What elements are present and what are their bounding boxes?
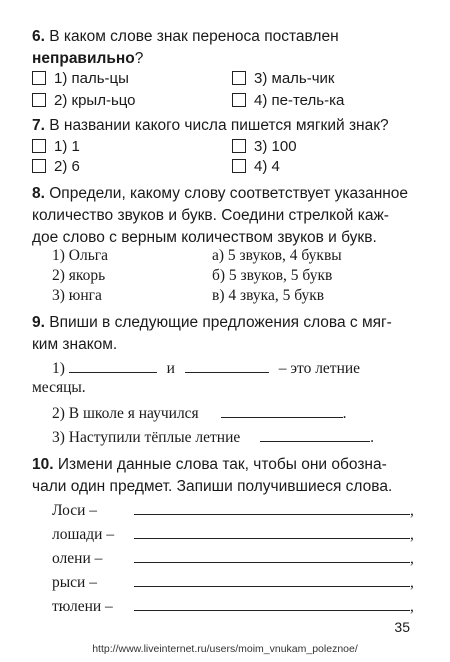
checkbox[interactable] bbox=[32, 139, 46, 153]
page-number: 35 bbox=[394, 619, 410, 635]
option-label: 2) крыл-ьцо bbox=[54, 91, 136, 109]
count-item: б) 5 звуков, 5 букв bbox=[212, 267, 333, 284]
answer-blank[interactable] bbox=[260, 427, 370, 442]
sentence-text: – это летние bbox=[278, 360, 361, 377]
q9-sentence-2 bbox=[52, 403, 346, 424]
sentence-text: и bbox=[166, 360, 175, 377]
period: . bbox=[342, 405, 347, 422]
q7-option-2[interactable] bbox=[32, 156, 80, 176]
question-8-line3: дое слово с верным количеством звуков и букв. bbox=[32, 229, 377, 246]
count-item: в) 4 звука, 5 букв bbox=[212, 287, 325, 304]
question-9-line2: ким знаком. bbox=[32, 336, 118, 353]
question-9-line1: Впиши в следующие предложения слова с мяг- bbox=[44, 314, 392, 331]
option-label: 3) маль-чик bbox=[254, 69, 335, 87]
answer-blank[interactable] bbox=[134, 572, 410, 587]
sentence-text: 3) Наступили тёплые летние bbox=[52, 429, 241, 446]
comma: , bbox=[410, 526, 414, 543]
comma: , bbox=[410, 502, 414, 519]
question-10-number: 10. bbox=[32, 456, 54, 473]
q6-option-4[interactable] bbox=[232, 90, 344, 110]
question-8 bbox=[32, 183, 422, 249]
question-8-counts bbox=[212, 246, 342, 306]
question-9 bbox=[32, 312, 422, 356]
option-label: 4) пе-тель-ка bbox=[254, 91, 345, 109]
comma: , bbox=[410, 574, 414, 591]
answer-blank[interactable] bbox=[134, 524, 410, 539]
option-label: 4) 4 bbox=[254, 157, 280, 175]
q10-row-3 bbox=[52, 548, 414, 569]
sentence-text: 1) bbox=[52, 360, 65, 377]
question-6-mark: ? bbox=[134, 50, 144, 67]
question-7-text: В названии какого числа пишется мягкий знак? bbox=[44, 117, 389, 134]
q7-option-1[interactable] bbox=[32, 136, 80, 156]
q9-sentence-1 bbox=[52, 358, 360, 379]
comma: , bbox=[410, 598, 414, 615]
answer-blank[interactable] bbox=[134, 548, 410, 563]
question-10-line2: чали один предмет. Запиши получившиеся слова. bbox=[32, 478, 393, 495]
word-label: рыси – bbox=[52, 574, 97, 591]
checkbox[interactable] bbox=[232, 93, 246, 107]
checkbox[interactable] bbox=[232, 159, 246, 173]
q6-option-3[interactable] bbox=[232, 68, 334, 88]
checkbox[interactable] bbox=[32, 71, 46, 85]
question-6 bbox=[32, 26, 422, 70]
q10-row-2 bbox=[52, 524, 414, 545]
option-label: 1) паль-цы bbox=[54, 69, 129, 87]
question-8-number: 8. bbox=[32, 185, 45, 202]
word-item: 1) Ольга bbox=[52, 247, 109, 264]
q9-sentence-3 bbox=[52, 427, 374, 448]
word-label: олени – bbox=[52, 550, 103, 567]
word-item: 2) якорь bbox=[52, 267, 106, 284]
checkbox[interactable] bbox=[32, 159, 46, 173]
question-7 bbox=[32, 115, 422, 137]
question-6-bold-word: неправильно bbox=[32, 50, 135, 67]
q10-row-5 bbox=[52, 596, 414, 617]
question-6-text: В каком слове знак переноса поставлен bbox=[44, 28, 339, 45]
period: . bbox=[370, 429, 375, 446]
question-8-words bbox=[52, 246, 108, 306]
q10-row-4 bbox=[52, 572, 414, 593]
word-label: лошади – bbox=[52, 526, 115, 543]
answer-blank[interactable] bbox=[134, 500, 410, 515]
source-url: http://www.liveinternet.ru/users/moim_vnukam_poleznoe/ bbox=[92, 643, 358, 655]
checkbox[interactable] bbox=[232, 139, 246, 153]
q9-sentence-1-continued: месяцы. bbox=[32, 379, 86, 396]
checkbox[interactable] bbox=[32, 93, 46, 107]
checkbox[interactable] bbox=[232, 71, 246, 85]
question-9-number: 9. bbox=[32, 314, 45, 331]
q10-row-1 bbox=[52, 500, 414, 521]
q6-option-2[interactable] bbox=[32, 90, 136, 110]
sentence-text: 2) В школе я научился bbox=[52, 405, 199, 422]
answer-blank[interactable] bbox=[69, 358, 157, 373]
word-label: тюлени – bbox=[52, 598, 113, 615]
q6-option-1[interactable] bbox=[32, 68, 129, 88]
answer-blank[interactable] bbox=[134, 596, 410, 611]
q7-option-4[interactable] bbox=[232, 156, 280, 176]
word-label: Лоси – bbox=[52, 502, 98, 519]
answer-blank[interactable] bbox=[185, 358, 269, 373]
question-8-line1: Определи, какому слову соответствует указанное bbox=[44, 185, 409, 202]
question-7-number: 7. bbox=[32, 117, 45, 134]
question-10 bbox=[32, 454, 422, 498]
option-label: 3) 100 bbox=[254, 137, 297, 155]
answer-blank[interactable] bbox=[221, 403, 343, 418]
word-item: 3) юнга bbox=[52, 287, 102, 304]
question-6-number: 6. bbox=[32, 28, 45, 45]
question-10-line1: Измени данные слова так, чтобы они обозна- bbox=[53, 456, 387, 473]
option-label: 1) 1 bbox=[54, 137, 80, 155]
option-label: 2) 6 bbox=[54, 157, 80, 175]
q7-option-3[interactable] bbox=[232, 136, 297, 156]
comma: , bbox=[410, 550, 414, 567]
count-item: а) 5 звуков, 4 буквы bbox=[212, 247, 342, 264]
question-8-line2: количество звуков и букв. Соедини стрелкой каж- bbox=[32, 207, 389, 224]
